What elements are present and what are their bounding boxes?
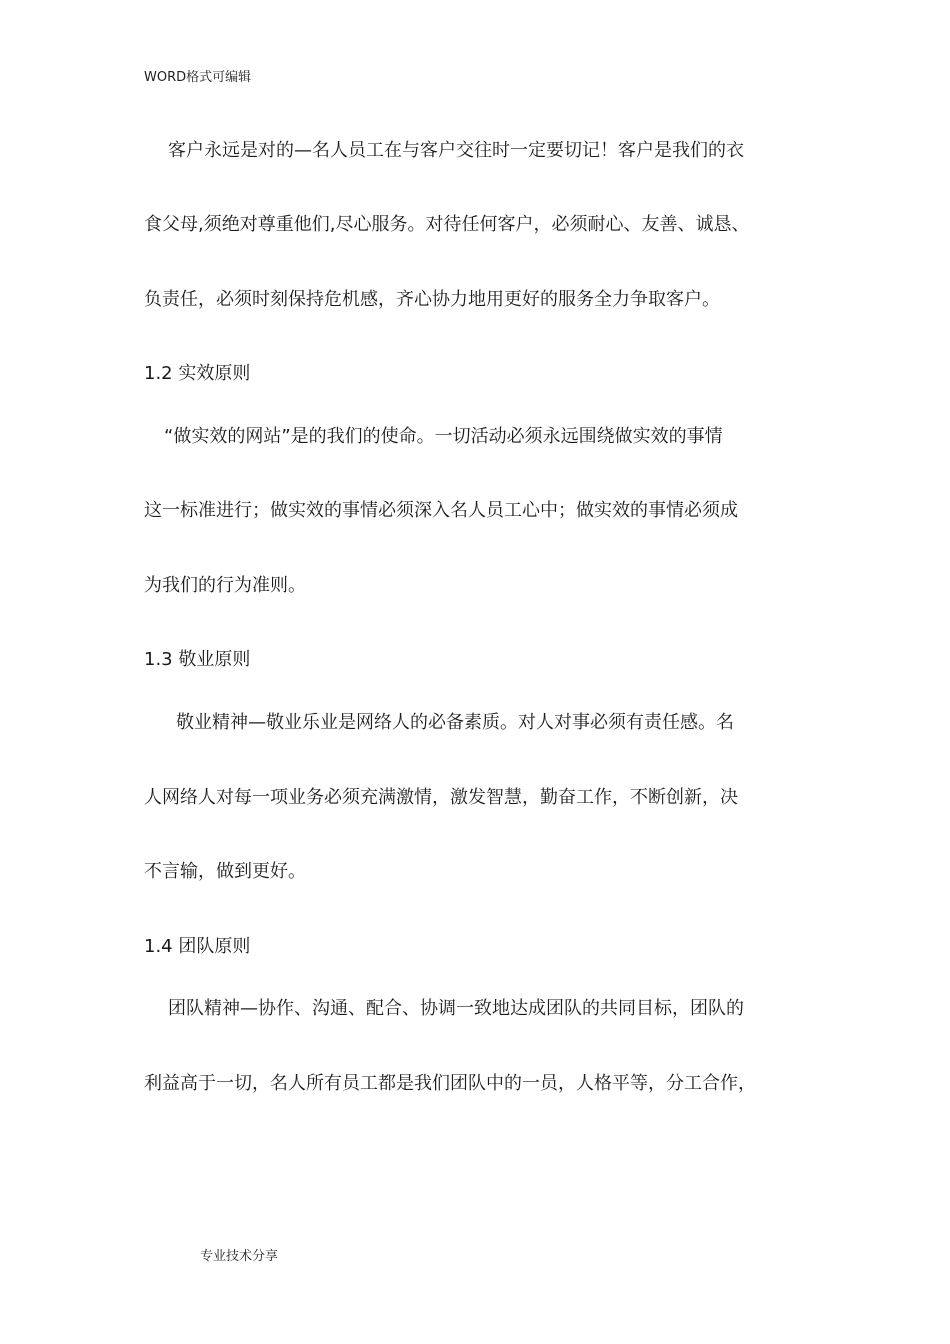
paragraph-line: 为我们的行为准则。 <box>144 575 306 596</box>
paragraph-line: 利益高于一切，名人所有员工都是我们团队中的一员，人格平等，分工合作， <box>144 1073 756 1094</box>
paragraph-line: 人网络人对每一项业务必须充满激情，激发智慧，勤奋工作，不断创新，决 <box>144 787 738 808</box>
paragraph-line: 客户永远是对的—名人员工在与客户交往时一定要切记！客户是我们的衣 <box>168 140 744 161</box>
paragraph-line: 不言输，做到更好。 <box>144 861 306 882</box>
paragraph-line: 负责任，必须时刻保持危机感，齐心协力地用更好的服务全力争取客户。 <box>144 289 720 310</box>
section-heading: 1.4 团队原则 <box>144 936 251 957</box>
paragraph-line: 团队精神—协作、沟通、配合、协调一致地达成团队的共同目标，团队的 <box>168 998 744 1019</box>
paragraph-line: 这一标准进行；做实效的事情必须深入名人员工心中；做实效的事情必须成 <box>144 500 738 521</box>
section-heading: 1.2 实效原则 <box>144 363 251 384</box>
section-heading: 1.3 敬业原则 <box>144 649 251 670</box>
page-footer: 专业技术分享 <box>200 1249 279 1264</box>
page-header: WORD格式可编辑 <box>144 70 252 85</box>
paragraph-line: “做实效的网站”是的我们的使命。一切活动必须永远围绕做实效的事情 <box>164 426 723 447</box>
paragraph-line: 食父母,须绝对尊重他们,尽心服务。对待任何客户，必须耐心、友善、诚恳、 <box>144 214 750 235</box>
paragraph-line: 敬业精神—敬业乐业是网络人的必备素质。对人对事必须有责任感。名 <box>176 712 734 733</box>
